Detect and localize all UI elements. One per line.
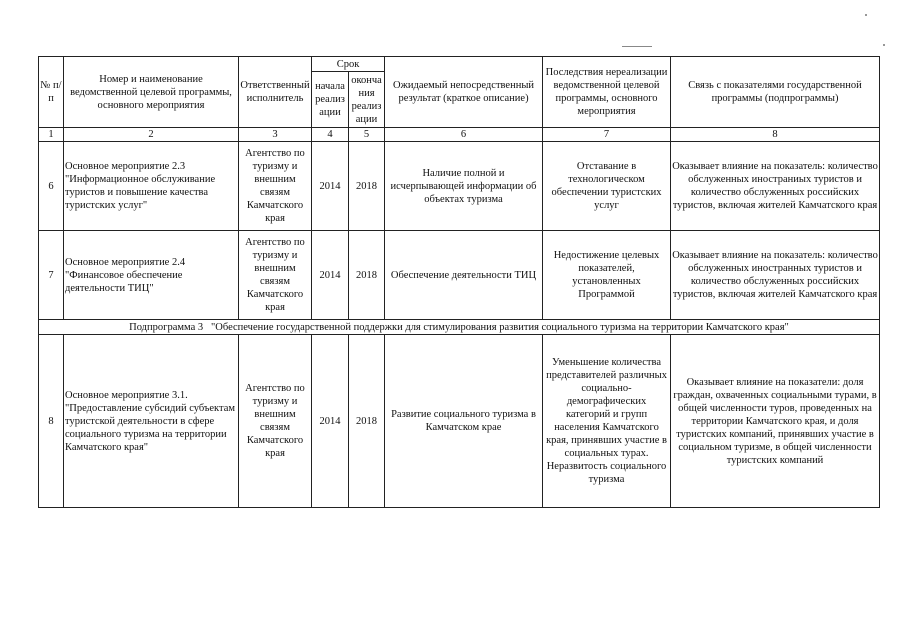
row-result: Развитие социального туризма в Камчатском крае (385, 335, 543, 508)
header-end: окончания реализации (349, 72, 385, 128)
scan-mark-dot (865, 14, 867, 16)
table-row (39, 231, 880, 320)
column-number: 3 (239, 128, 312, 142)
row-link: Оказывает влияние на показатели: доля граждан, охваченных социальными турами, в общей численности туров, проведенных на территории Камчатского края, и доля туристских компаний, принявших участие в социальном туризме, в общей численности туристских компаний (671, 335, 880, 508)
scan-mark-line (622, 46, 652, 47)
scan-mark-dot (883, 44, 885, 46)
table-row (39, 335, 880, 508)
header-start: начала реализации (312, 72, 349, 128)
row-executor: Агентство по туризму и внешним связям Камчатского края (239, 231, 312, 320)
row-start: 2014 (312, 335, 349, 508)
row-link: Оказывает влияние на показатель: количество обслуженных иностраниых туристов и количество обслуженных российских туристов, включая жителей Камчатского края (671, 142, 880, 231)
row-name: Основное мероприятие 2.4 "Финансовое обеспечение деятельности ТИЦ" (64, 231, 239, 320)
row-result: Обеспечение деятельности ТИЦ (385, 231, 543, 320)
row-start: 2014 (312, 231, 349, 320)
header-num: № п/п (39, 57, 64, 128)
column-number: 6 (385, 128, 543, 142)
row-start: 2014 (312, 142, 349, 231)
row-end: 2018 (349, 142, 385, 231)
header-consequence: Последствия нереализации ведомственной целевой программы, основного мероприятия (543, 57, 671, 128)
header-row (39, 57, 880, 72)
column-number: 8 (671, 128, 880, 142)
header-link: Связь с показателями государственной программы (подпрограммы) (671, 57, 880, 128)
row-consequence: Уменьшение количества представителей различных социально-демографических категорий и групп населения Камчатского края, принявших участие в социальных турах. Неразвитость социального туризма (543, 335, 671, 508)
row-end: 2018 (349, 335, 385, 508)
column-numbers-row (39, 128, 880, 142)
header-name: Номер и наименование ведомственной целевой программы, основного мероприятия (64, 57, 239, 128)
column-number: 4 (312, 128, 349, 142)
column-number: 7 (543, 128, 671, 142)
column-number: 1 (39, 128, 64, 142)
row-executor: Агентство по туризму и внешним связям Камчатского края (239, 142, 312, 231)
row-executor: Агентство по туризму и внешним связям Камчатского края (239, 335, 312, 508)
row-name: Основное мероприятие 3.1. "Предоставление субсидий субъектам туристской деятельности в сфере социального туризма на территории Камчатского края" (64, 335, 239, 508)
row-name: Основное мероприятие 2.3 "Информационное обслуживание туристов и повышение качества туристских услуг" (64, 142, 239, 231)
row-num: 8 (39, 335, 64, 508)
row-result: Наличие полной и исчерпывающей информации об объектах туризма (385, 142, 543, 231)
header-result: Ожидаемый непосредственный результат (краткое описание) (385, 57, 543, 128)
row-link: Оказывает влияние на показатель: количество обслуженных иностранных туристов и количество обслуженных российских туристов, включая жителей Камчатского края (671, 231, 880, 320)
row-num: 7 (39, 231, 64, 320)
subprogram-title: Подпрограмма 3 "Обеспечение государственной поддержки для стимулирования развития социального туризма на территории Камчатского края" (39, 320, 880, 335)
row-end: 2018 (349, 231, 385, 320)
measures-table (38, 56, 880, 508)
header-executor: Ответственный исполнитель (239, 57, 312, 128)
row-consequence: Недостижение целевых показателей, установленных Программой (543, 231, 671, 320)
table-row (39, 142, 880, 231)
column-number: 5 (349, 128, 385, 142)
column-number: 2 (64, 128, 239, 142)
header-term: Срок (312, 57, 385, 72)
row-num: 6 (39, 142, 64, 231)
row-consequence: Отставание в технологическом обеспечении туристских услуг (543, 142, 671, 231)
subprogram-row (39, 320, 880, 335)
